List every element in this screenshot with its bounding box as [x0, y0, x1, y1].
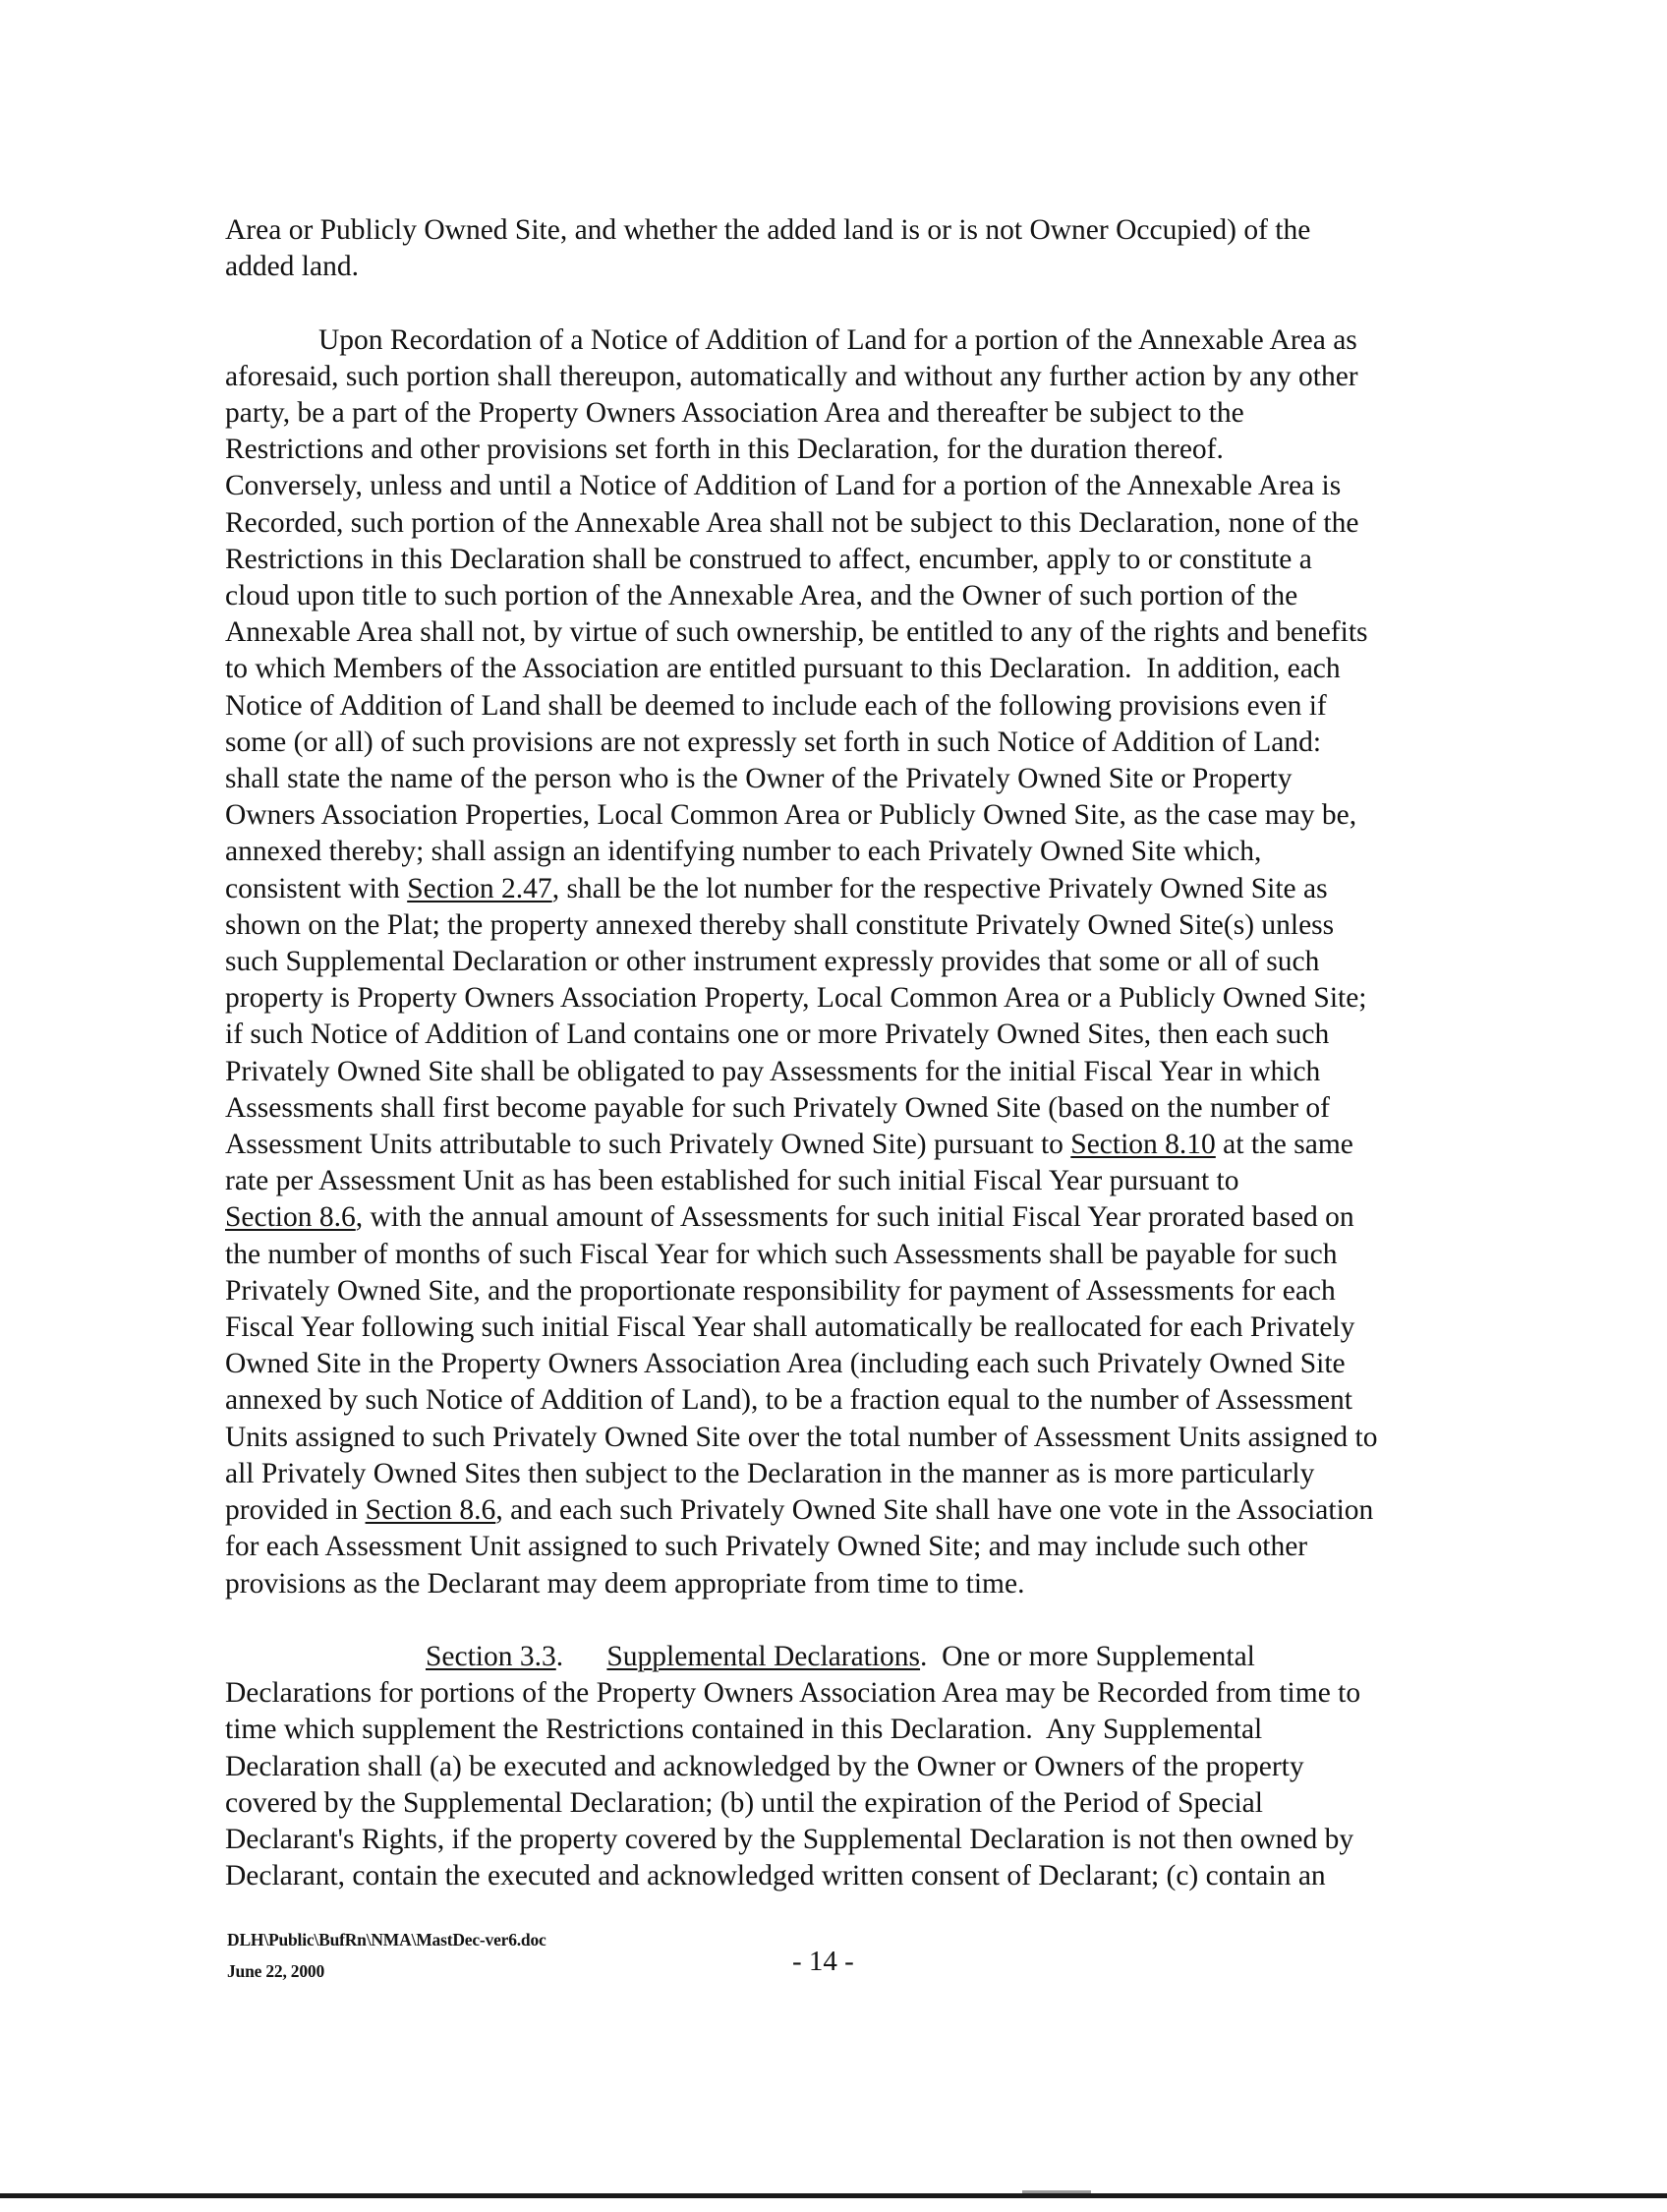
paragraph-gap [225, 285, 1454, 321]
section-number: Section 3.3 [426, 1640, 556, 1672]
text-line: annexed by such Notice of Addition of Land), to be a fraction equal to the number of Assessment [225, 1384, 1352, 1417]
text-line: such Supplemental Declaration or other instrument expressly provides that some or all of such [225, 946, 1320, 978]
text-line: provisions as the Declarant may deem appropriate from time to time. [225, 1567, 1025, 1600]
text-line: Notice of Addition of Land shall be deemed to include each of the following provisions even if [225, 689, 1327, 722]
text-run: at the same [1215, 1129, 1353, 1161]
text-run: , and each such Privately Owned Site shall have one vote in the Association [495, 1494, 1374, 1527]
text-run: , shall be the lot number for the respective Privately Owned Site as [551, 872, 1328, 904]
text-run: , with the annual amount of Assessments for such initial Fiscal Year prorated based on [355, 1201, 1354, 1234]
text-run: provided in [225, 1494, 366, 1527]
footer-date: June 22, 2000 [227, 1961, 325, 1981]
text-line: time which supplement the Restrictions contained in this Declaration. Any Supplemental [225, 1714, 1263, 1746]
section-reference-link: Section 8.6 [225, 1201, 356, 1234]
text-line [225, 1127, 1454, 1163]
section-title: Supplemental Declarations [606, 1640, 921, 1672]
text-line: for each Assessment Unit assigned to such Privately Owned Site; and may include such other [225, 1531, 1308, 1563]
text-line: covered by the Supplemental Declaration; (b) until the expiration of the Period of Special [225, 1786, 1263, 1819]
text-run: . One or more Supplemental [920, 1640, 1255, 1672]
text-line: rate per Assessment Unit as has been established for such initial Fiscal Year pursuant to [225, 1165, 1239, 1197]
text-line: Restrictions in this Declaration shall be construed to affect, encumber, apply to or constitute a [225, 543, 1312, 575]
document-footer [227, 1924, 546, 1987]
text-line: if such Notice of Addition of Land contains one or more Privately Owned Sites, then each such [225, 1019, 1330, 1051]
document-body [225, 212, 1454, 1894]
text-line: Declarant's Rights, if the property covered by the Supplemental Declaration is not then owned by [225, 1823, 1354, 1855]
text-line: some (or all) of such provisions are not expressly set forth in such Notice of Addition of Land: [225, 726, 1322, 758]
section-heading-line [225, 1639, 1454, 1675]
text-line: Owned Site in the Property Owners Association Area (including each such Privately Owned Site [225, 1348, 1346, 1380]
text-line: Privately Owned Site, and the proportionate responsibility for payment of Assessments for each [225, 1274, 1336, 1307]
text-line: all Privately Owned Sites then subject to the Declaration in the manner as is more particularly [225, 1457, 1315, 1489]
text-line [225, 871, 1454, 907]
text-run: consistent with [225, 872, 408, 904]
text-line: to which Members of the Association are entitled pursuant to this Declaration. In addition, each [225, 653, 1341, 685]
page-number: - 14 - [792, 1946, 854, 1977]
footer-file-path: DLH\Public\BufRn\NMA\MastDec-ver6.doc [227, 1930, 546, 1950]
text-line: shall state the name of the person who is the Owner of the Privately Owned Site or Property [225, 763, 1293, 795]
text-line: Assessments shall first become payable for such Privately Owned Site (based on the number of [225, 1091, 1331, 1124]
text-line: Conversely, unless and until a Notice of Addition of Land for a portion of the Annexable Area is [225, 470, 1342, 502]
text-line [225, 1492, 1454, 1529]
text-line: aforesaid, such portion shall thereupon, automatically and without any further action by any other [225, 360, 1358, 392]
text-line: Upon Recordation of a Notice of Addition of Land for a portion of the Annexable Area as [318, 323, 1357, 356]
text-run: Assessment Units attributable to such Privately Owned Site) pursuant to [225, 1129, 1071, 1161]
text-line: Area or Publicly Owned Site, and whether the added land is or is not Owner Occupied) of the [225, 214, 1311, 246]
text-line: party, be a part of the Property Owners Association Area and thereafter be subject to the [225, 397, 1244, 429]
text-line: Units assigned to such Privately Owned Site over the total number of Assessment Units assigned to [225, 1421, 1378, 1453]
text-line: Owners Association Properties, Local Common Area or Publicly Owned Site, as the case may be, [225, 799, 1357, 832]
text-line: Declaration shall (a) be executed and acknowledged by the Owner or Owners of the property [225, 1750, 1304, 1782]
text-line: shown on the Plat; the property annexed thereby shall constitute Privately Owned Site(s) unless [225, 908, 1335, 941]
text-line [225, 1199, 1454, 1236]
text-line: Recorded, such portion of the Annexable Area shall not be subject to this Declaration, none of the [225, 506, 1359, 539]
section-reference-link: Section 8.6 [365, 1494, 496, 1527]
scan-edge-rule [0, 2193, 1667, 2198]
text-line: Declarations for portions of the Property Owners Association Area may be Recorded from time to [225, 1677, 1361, 1710]
section-reference-link: Section 8.10 [1070, 1129, 1216, 1161]
text-line: Fiscal Year following such initial Fiscal Year shall automatically be reallocated for each Privately [225, 1311, 1355, 1344]
text-line: the number of months of such Fiscal Year for which such Assessments shall be payable for such [225, 1238, 1338, 1270]
text-line: Annexable Area shall not, by virtue of such ownership, be entitled to any of the rights and benefits [225, 616, 1368, 649]
text-line: Declarant, contain the executed and acknowledged written consent of Declarant; (c) contain an [225, 1860, 1326, 1892]
section-reference-link: Section 2.47 [407, 872, 552, 904]
text-line: Restrictions and other provisions set forth in this Declaration, for the duration thereof. [225, 434, 1224, 466]
text-line: Privately Owned Site shall be obligated to pay Assessments for the initial Fiscal Year in which [225, 1055, 1321, 1087]
text-run: . [555, 1640, 607, 1672]
text-line: annexed thereby; shall assign an identifying number to each Privately Owned Site which, [225, 836, 1262, 868]
text-line: added land. [225, 251, 359, 283]
text-line: cloud upon title to such portion of the Annexable Area, and the Owner of such portion of the [225, 580, 1298, 612]
text-line: property is Property Owners Association Property, Local Common Area or a Publicly Owned Site; [225, 982, 1367, 1015]
scan-edge-artifact [1022, 2190, 1091, 2193]
paragraph-gap [225, 1602, 1454, 1639]
